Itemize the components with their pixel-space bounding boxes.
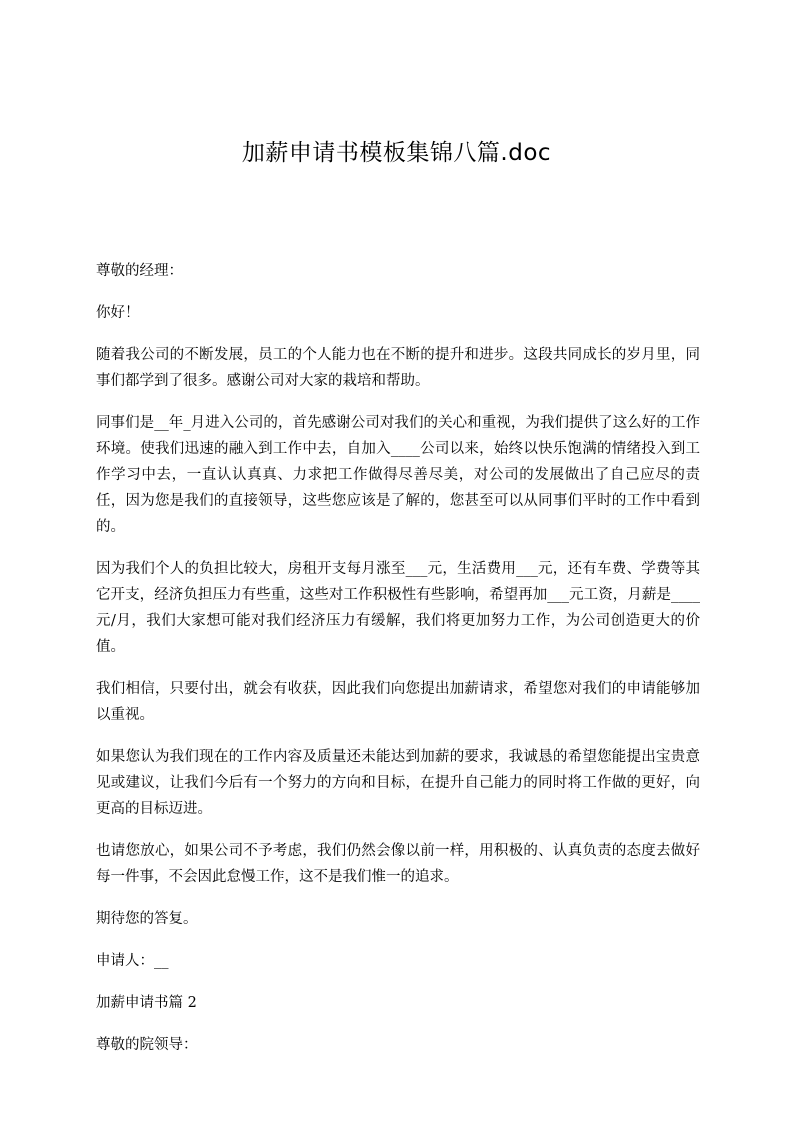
body-paragraph: 因为我们个人的负担比较大，房租开支每月涨至___元，生活费用___元，还有车费、学费等其它开支，经济负担压力有些重，这些对工作积极性有些影响，希望再加___元工资，月薪是____元/月，我们大家想可能对我们经济压力有缓解，我们将更加努力工作，为公司创造更大的价值。 [96, 561, 700, 655]
body-paragraph: 如果您认为我们现在的工作内容及质量还未能达到加薪的要求，我诚恳的希望您能提出宝贵意见或建议，让我们今后有一个努力的方向和目标，在提升自己能力的同时将工作做的更好，向更高的目标迈进。 [96, 749, 700, 817]
body-paragraph: 我们相信，只要付出，就会有收获，因此我们向您提出加薪请求，希望您对我们的申请能够加以重视。 [96, 681, 700, 723]
salutation: 尊敬的经理： [96, 263, 183, 279]
body-paragraph: 同事们是__年_月进入公司的，首先感谢公司对我们的关心和重视，为我们提供了这么好的工作环境。使我们迅速的融入到工作中去，自加入____公司以来，始终以快乐饱满的情绪投入到工作学习中去，一直认认真真、力求把工作做得尽善尽美，对公司的发展做出了自己应尽的责任，因为您是我们的直接领导，这些您应该是了解的，您甚至可以从同事们平时的工作中看到的。 [96, 415, 700, 535]
document-title: 加薪申请书模板集锦八篇.doc [241, 140, 552, 166]
applicant-line: 申请人：__ [96, 953, 169, 969]
body-paragraph: 也请您放心，如果公司不予考虑，我们仍然会像以前一样，用积极的、认真负责的态度去做好每一件事，不会因此怠慢工作，这不是我们惟一的追求。 [96, 843, 700, 885]
body-paragraph: 随着我公司的不断发展，员工的个人能力也在不断的提升和进步。这段共同成长的岁月里，同事们都学到了很多。感谢公司对大家的栽培和帮助。 [96, 347, 700, 389]
section-heading: 加薪申请书篇 2 [96, 995, 197, 1011]
greeting: 你好！ [96, 305, 140, 321]
document-body [96, 258, 700, 1074]
closing-line: 期待您的答复。 [96, 911, 198, 927]
salutation: 尊敬的院领导： [96, 1037, 198, 1053]
